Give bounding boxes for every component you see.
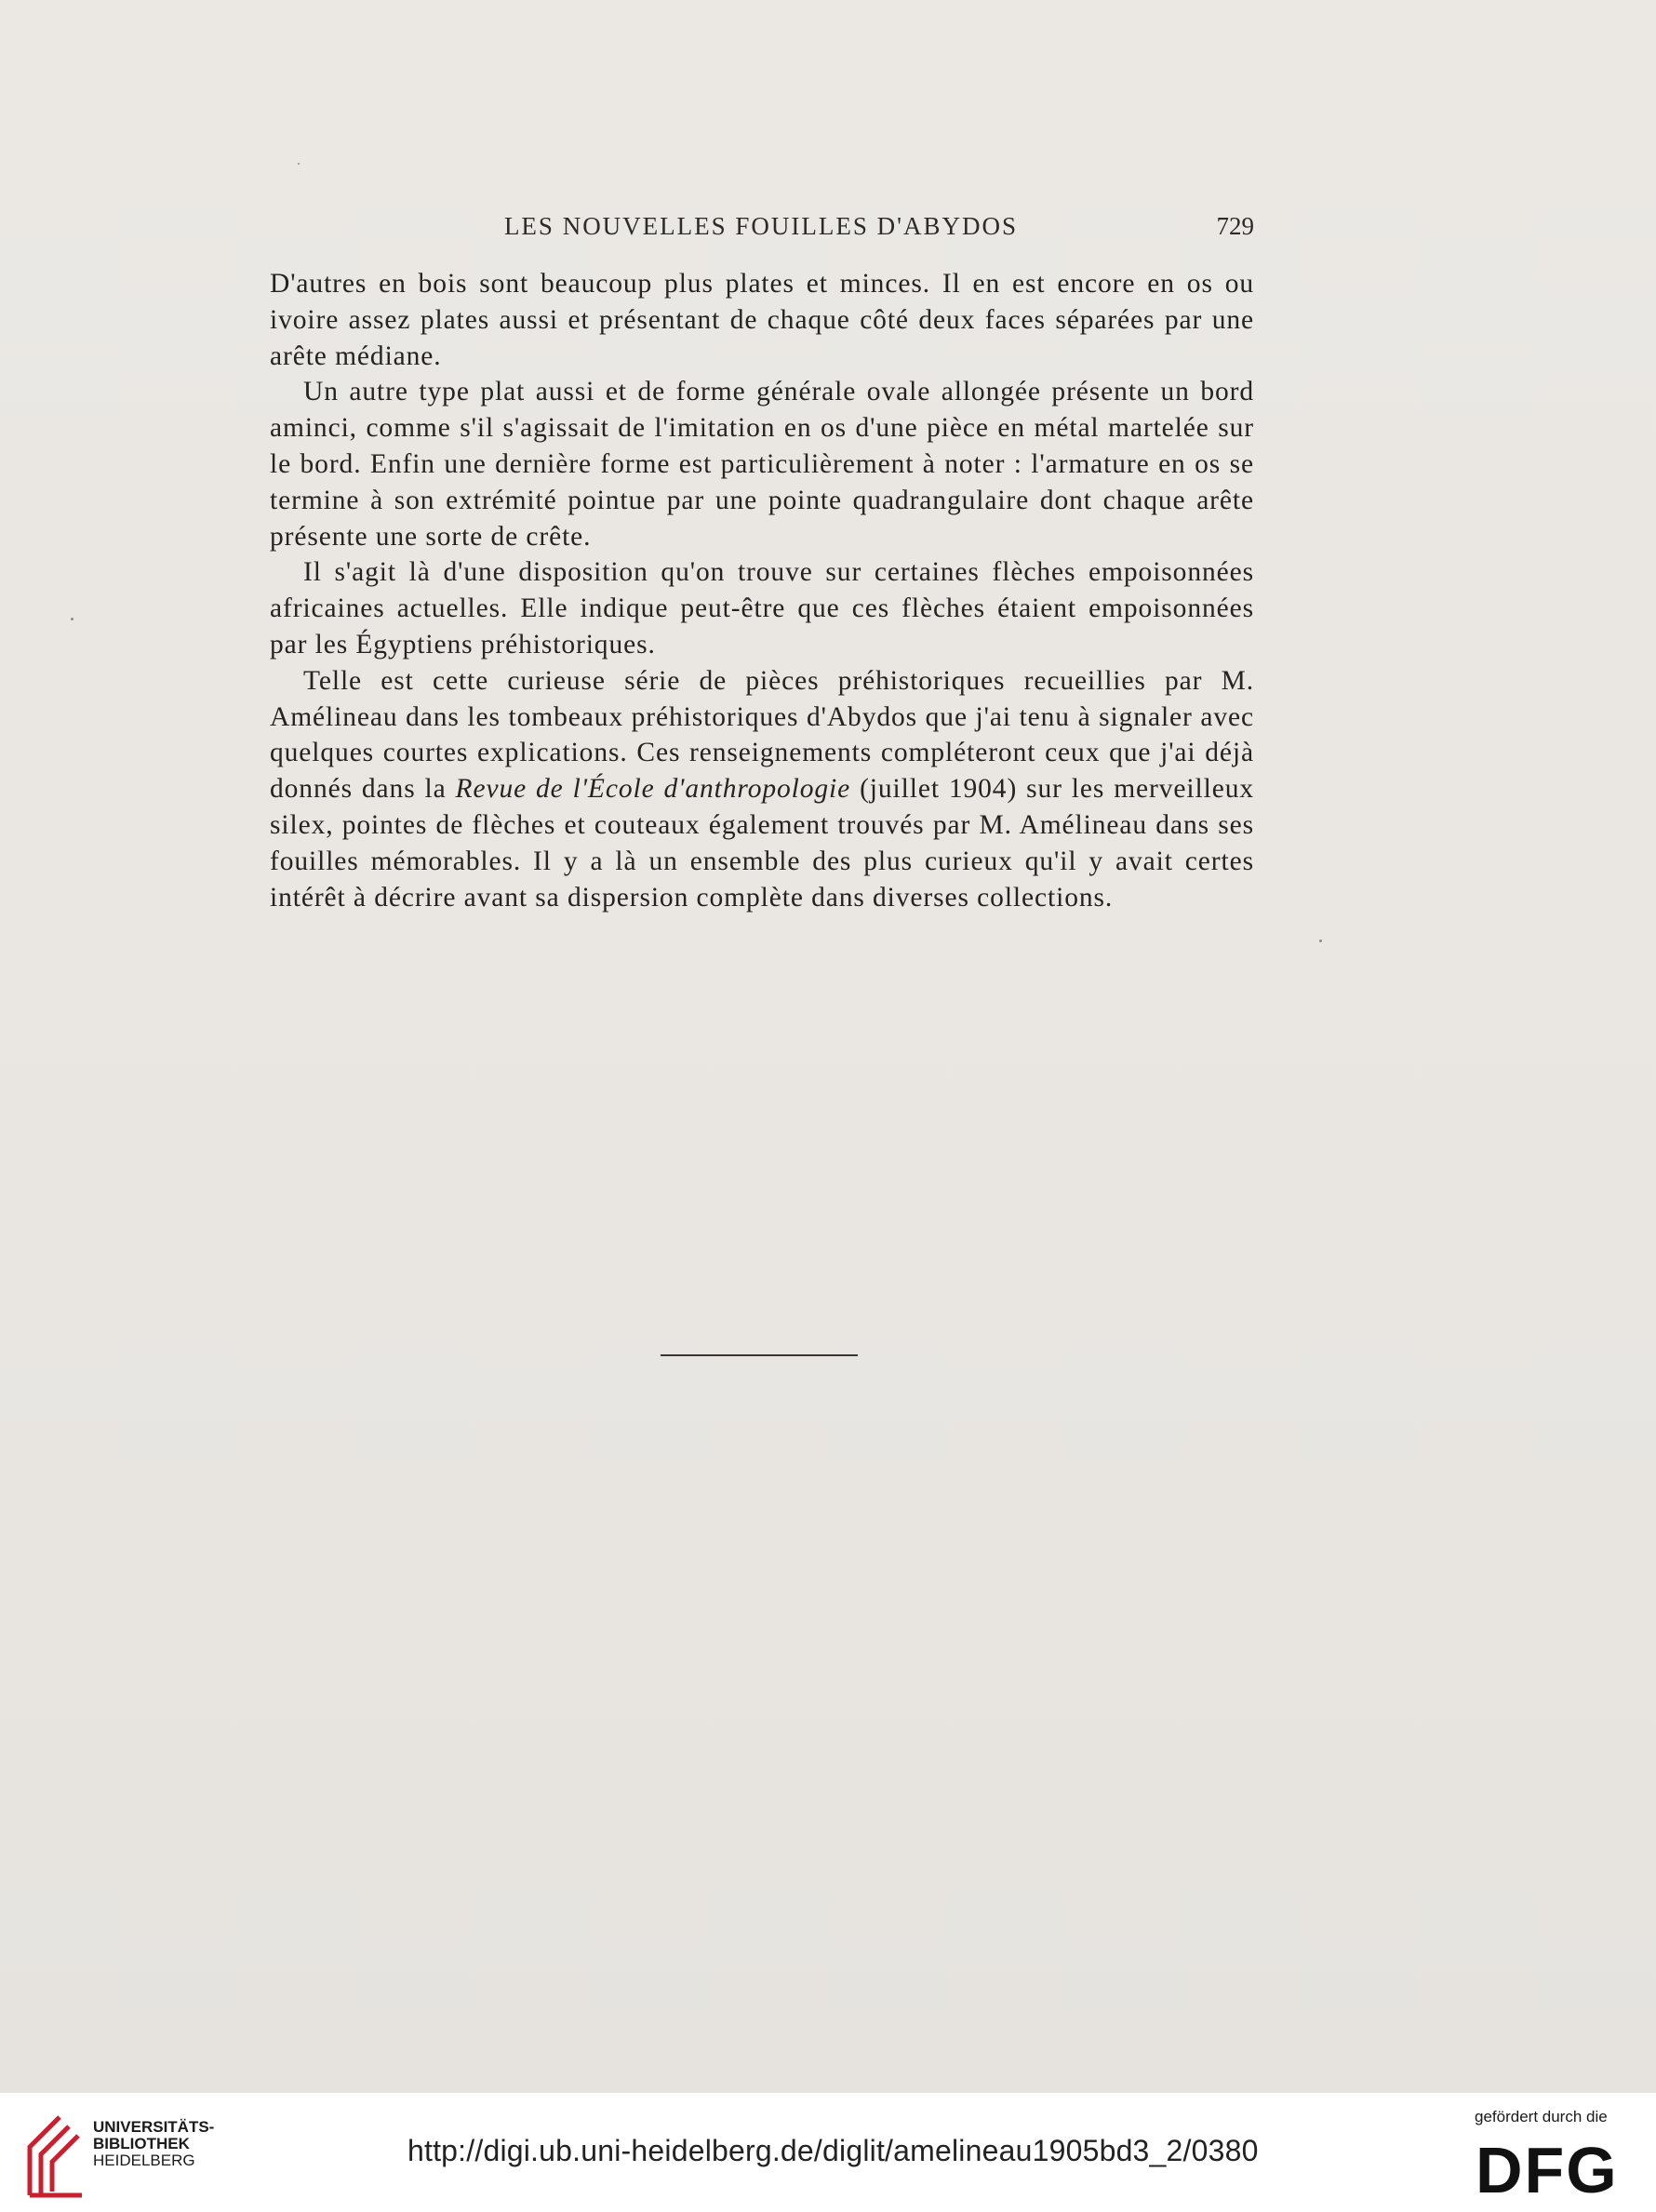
running-head <box>268 212 1254 249</box>
paragraph-4 <box>270 663 1254 916</box>
paragraph-3: Il s'agit là d'une disposition qu'on trouve sur certaines flèches empoisonnées africaines actuelles. Elle indique peut-être que ces flèches étaient empoisonnées par les Égyptiens préhistoriques. <box>270 557 1254 660</box>
funding-label: gefördert durch die <box>1475 2108 1608 2125</box>
paper-speck <box>71 618 73 620</box>
paper-speck <box>298 163 300 165</box>
library-name-line-2: BIBLIOTHEK <box>93 2135 190 2152</box>
dfg-logo: DFG <box>1476 2134 1619 2206</box>
running-title: LES NOUVELLES FOUILLES D'ABYDOS <box>503 212 1019 240</box>
library-name <box>93 2119 214 2169</box>
paper-speck <box>1319 939 1322 942</box>
paragraph-1: D'autres en bois sont beaucoup plus plates et minces. Il en est encore en os ou ivoire assez plates aussi et présentant de chaque côté deux faces séparées par une arête médiane. <box>270 269 1254 371</box>
journal-title: Revue de l'École d'anthropologie <box>455 774 851 805</box>
page-number: 729 <box>1216 212 1254 240</box>
library-name-line-1: UNIVERSITÄTS- <box>93 2118 215 2136</box>
library-name-line-3: HEIDELBERG <box>93 2152 195 2169</box>
permalink-url[interactable]: http://digi.ub.uni-heidelberg.de/diglit/amelineau1905bd3_2/0380 <box>407 2134 1259 2167</box>
footer <box>0 2093 1656 2212</box>
body-text <box>270 266 1254 915</box>
paragraph-4-text-start: Telle est cette curieuse série de pièces préhistoriques recueillies par M. Amélineau dans les tombeaux préhistoriques d'Abydos que j'ai tenu à signaler avec quelques courtes explications. Ces renseignements compléteront ceux que j'ai déjà donnés dans la <box>270 665 1254 805</box>
end-rule <box>661 1354 858 1356</box>
paragraph-4-text-end: (juillet 1904) sur les merveilleux silex, pointes de flèches et couteaux également trouvés par M. Amélineau dans ses fouilles mémorables. Il y a là un ensemble des plus curieux qu'il y avait certes intérêt à décrire avant sa dispersion complète dans diverses collections. <box>270 774 1255 913</box>
paragraph-2: Un autre type plat aussi et de forme générale ovale allongée présente un bord aminci, comme s'il s'agissait de l'imitation en os d'une pièce en métal martelée sur le bord. Enfin une dernière forme est particulièrement à noter : l'armature en os se termine à son extrémité pointue par une pointe quadrangulaire dont chaque arête présente une sorte de crête. <box>270 377 1254 552</box>
university-library-logo-icon <box>17 2112 89 2201</box>
